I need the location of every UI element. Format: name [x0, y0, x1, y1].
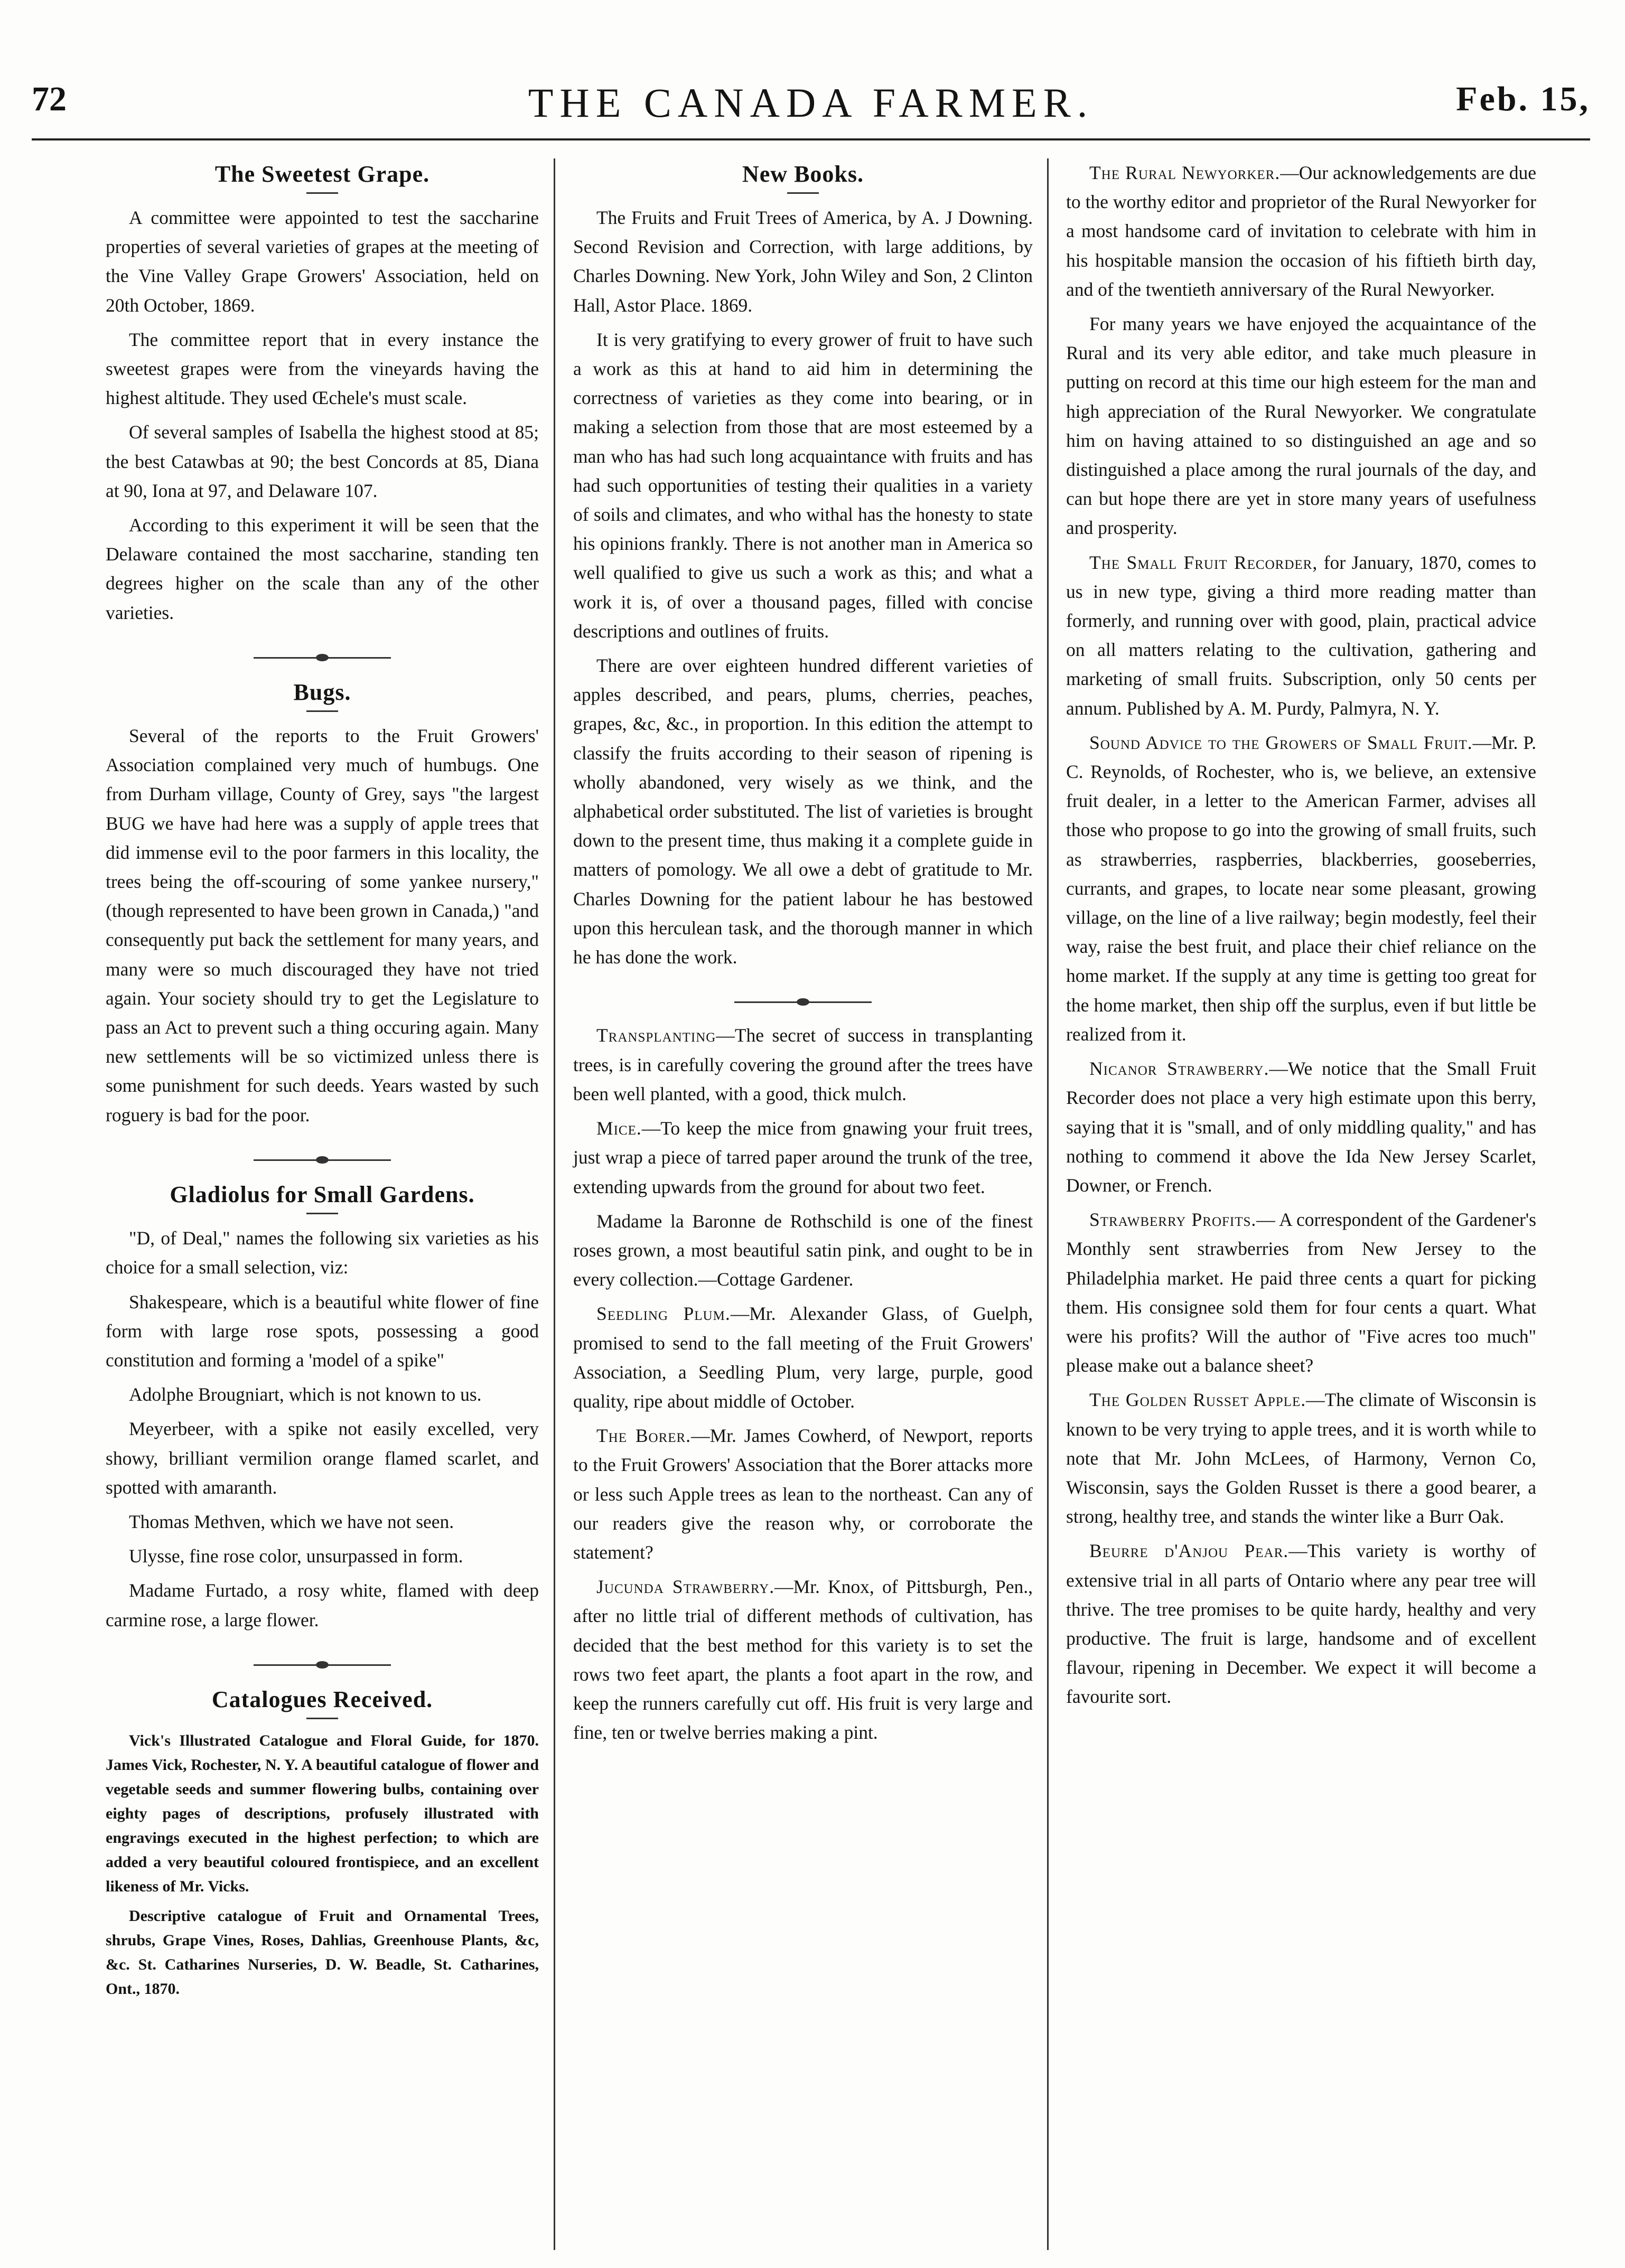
masthead: THE CANADA FARMER. — [528, 80, 1094, 126]
paragraph: "D, of Deal," names the following six varieties as his choice for a small selection, viz: — [106, 1227, 539, 1278]
paragraph-text: —This variety is worthy of extensive trial in all parts of Ontario where any pear tree will thrive. The tree promises to be quite hardy, healthy and very productive. The fruit is large, handsome and of excellent flavour, ripening in December. We expect it will become a favourite sort. — [1066, 1540, 1536, 1708]
paragraph — [573, 1114, 1033, 1202]
paragraph: There are over eighteen hundred different varieties of apples described, and pears, plums, cherries, peaches, grapes, &c, &c., in proportion. In this edition the attempt to classify the fruits according to their season of ripening is wholly abandoned, very wisely as we think, and the alphabetical order substituted. The list of varieties is brought down to the present time, thus making it a complete guide in matters of pomology. We all owe a debt of gratitude to Mr. Charles Downing for the patient labour he has bestowed upon this herculean task, and the thorough manner in which he has done the work. — [573, 655, 1033, 968]
paragraph: Ulysse, fine rose color, unsurpassed in form. — [129, 1545, 463, 1567]
paragraph: Madame Furtado, a rosy white, flamed with deep carmine rose, a large flower. — [106, 1580, 539, 1630]
paragraph: For many years we have enjoyed the acquaintance of the Rural and its very able editor, and take much pleasure in putting on record at this time our high esteem for the man and high appreciation of the Rural Newyorker. We congratulate him on having attained to so distinguished an age and so distinguished a place among the rural journals of the day, and can but hope there are yet in store many years of usefulness and prosperity. — [1066, 313, 1536, 539]
title-rule — [306, 710, 338, 712]
ornament-divider — [106, 638, 539, 667]
paragraph: Several of the reports to the Fruit Growers' Association complained very much of humbugs. One from Durham village, County of Grey, says "the largest BUG we have had here was a supply of apple trees that did immense evil to the poor farmers in this locality, the trees being the off-scouring of some yankee nursery," (though represented to have been grown in Canada,) "and consequently put back the settlement for many years, and many were so much discouraged they have not tried again. Your society should try to get the Legislature to pass an Act to prevent such a thing occuring again. Many new settlements will be so victimized unless there is some punishment for such deeds. Years wasted by such roguery is bad for the poor. — [106, 725, 539, 1126]
run-in-head: Jucunda Strawberry. — [596, 1576, 775, 1598]
paragraph: The Fruits and Fruit Trees of America, by A. J Downing. Second Revision and Correction, with large additions, by Charles Downing. New York, John Wiley and Son, 2 Clinton Hall, Astor Place. 1869. — [573, 207, 1033, 316]
title-rule — [306, 1718, 338, 1719]
run-in-head: Strawberry Profits. — [1089, 1209, 1257, 1231]
paragraph: Thomas Methven, which we have not seen. — [129, 1511, 454, 1532]
column-divider — [554, 158, 555, 2250]
paragraph — [573, 1021, 1033, 1109]
title-rule — [306, 1213, 338, 1214]
issue-date: Feb. 15, — [1456, 80, 1590, 118]
page-number: 72 — [32, 80, 67, 118]
paragraph — [573, 1572, 1033, 1747]
run-in-head: Sound Advice to the Growers of Small Fruit. — [1089, 732, 1473, 753]
paragraph — [1066, 1385, 1536, 1531]
column-divider — [1047, 158, 1049, 2250]
ornament-divider — [573, 982, 1033, 1011]
paragraph-text: —We notice that the Small Fruit Recorder does not place a very high estimate upon this berry, saying that it is "small, and of only middling quality," and has nothing to commend it above the Ida New Jersey Scarlet, Downer, or French. — [1066, 1058, 1536, 1196]
page-header — [32, 79, 1590, 137]
run-in-head: The Rural Newyorker. — [1089, 162, 1281, 183]
article-title: The Sweetest Grape. — [214, 161, 430, 187]
paragraph — [1066, 158, 1536, 304]
paragraph-text: —Mr. P. C. Reynolds, of Rochester, who is, we believe, an extensive fruit dealer, in a letter to the American Farmer, advises all those who propose to go into the growing of small fruits, such as strawberries, raspberries, blackberries, gooseberries, currants, and grapes, to locate near some pleasant, growing village, on the line of a live railway; begin modestly, feel their way, raise the best fruit, and place their chief reliance on the home market. If the supply at any time is getting too great for the home market, then ship off the surplus, even if but little be realized from it. — [1066, 732, 1536, 1045]
paragraph-text: —Mr. James Cowherd, of Newport, reports to the Fruit Growers' Association that the Borer attacks more or less such Apple trees as lean to the northeast. Can any of our readers give the reason why, or corroborate the statement? — [573, 1425, 1033, 1563]
paragraph-text: for January, 1870, comes to us in new type, giving a third more reading matter than formerly, and running over with good, plain, practical advice on all matters relating to the cultivation, gathering and marketing of small fruits. Subscription, only 50 cents per annum. Published by A. M. Purdy, Palmyra, N. Y. — [1066, 551, 1536, 719]
paragraph: Of several samples of Isabella the highest stood at 85; the best Catawbas at 90; the best Concords at 85, Diana at 90, Iona at 97, and Delaware 107. — [106, 421, 539, 501]
run-in-head: Nicanor Strawberry. — [1089, 1058, 1269, 1080]
run-in-head: Mice. — [596, 1118, 642, 1139]
paragraph-text: — A correspondent of the Gardener's Monthly sent strawberries from New Jersey to the Philadelphia market. He paid three cents a quart for picking them. His consignee sold them for four cents a quart. What were his profits? Will the author of "Five acres too much" please make out a balance sheet? — [1066, 1209, 1536, 1376]
paragraph — [1066, 1536, 1536, 1711]
run-in-head: Beurre d'Anjou Pear. — [1089, 1540, 1289, 1562]
paragraph: The committee report that in every instance the sweetest grapes were from the vineyards having the highest altitude. They used Œchele's must scale. — [106, 329, 539, 409]
paragraph: Meyerbeer, with a spike not easily excelled, very showy, brilliant vermilion orange flamed scarlet, and spotted with amaranth. — [106, 1418, 539, 1498]
paragraph: Shakespeare, which is a beautiful white flower of fine form with large rose spots, possessing a good constitution and forming a 'model of a spike" — [106, 1291, 539, 1371]
paragraph-text: —The secret of success in transplanting trees, is in carefully covering the ground after the trees have been well planted, with a good, thick mulch. — [573, 1025, 1033, 1104]
paragraph-text: —To keep the mice from gnawing your fruit trees, just wrap a piece of tarred paper around the trunk of the tree, extending upwards from the ground for about two feet. — [573, 1118, 1033, 1197]
paragraph: A committee were appointed to test the saccharine properties of several varieties of grapes at the meeting of the Vine Valley Grape Growers' Association, held on 20th October, 1869. — [106, 207, 539, 316]
paragraph: According to this experiment it will be seen that the Delaware contained the most saccharine, standing ten degrees higher on the scale than any of the other varieties. — [106, 514, 539, 623]
title-rule — [787, 192, 819, 194]
run-in-head: The Small Fruit Recorder, — [1089, 551, 1318, 573]
article-title: New Books. — [742, 161, 864, 187]
column-2 — [573, 158, 1033, 1752]
paragraph — [1066, 1205, 1536, 1380]
paragraph-text: —Our acknowledgements are due to the worthy editor and proprietor of the Rural Newyorker for a most handsome card of invitation to celebrate with him in his hospitable mansion the occasion of his fiftieth birth day, and of the twentieth anniversary of the Rural Newyorker. — [1066, 162, 1537, 300]
paragraph-text: —Mr. Alexander Glass, of Guelph, promised to send to the fall meeting of the Fruit Growers' Association, a Seedling Plum, very large, purple, good quality, ripe about middle of October. — [573, 1303, 1033, 1412]
ornament-divider — [106, 1645, 539, 1674]
paragraph-text: —The climate of Wisconsin is known to be very trying to apple trees, and it is worth while to note that Mr. John McLees, of Harmony, Vernon Co, Wisconsin, says the Golden Russet is there a good bearer, a strong, healthy tree, and stands the winter like a Burr Oak. — [1066, 1389, 1536, 1527]
column-3 — [1066, 158, 1536, 1717]
paragraph: It is very gratifying to every grower of fruit to have such a work as this at hand to aid him in determining the correctness of varieties as they come into bearing, or in making a selection from those that are most esteemed by a man who has had such long acquaintance with fruits and has had such opportunities of testing their qualities in a variety of soils and climates, and who withal has the honesty to state his opinions frankly. There is not another man in America so well qualified to give us such a work as this; and what a work it is, of over a thousand pages, filled with concise descriptions and outlines of fruits. — [573, 329, 1033, 642]
column-1 — [106, 158, 539, 2007]
paragraph: Vick's Illustrated Catalogue and Floral Guide, for 1870. James Vick, Rochester, N. Y. A beautiful catalogue of flower and vegetable seeds and summer flowering bulbs, containing over eighty pages of descriptions, profusely illustrated with engravings executed in the highest perfection; to which are added a very beautiful coloured frontispiece, and an excellent likeness of Mr. Vicks. — [106, 1731, 539, 1895]
paragraph: Madame la Baronne de Rothschild is one of the finest roses grown, a most beautiful satin pink, and ought to be in every collection.—Cottage Gardener. — [573, 1210, 1033, 1290]
paragraph — [1066, 548, 1536, 723]
paragraph — [1066, 1054, 1536, 1200]
paragraph-text: —Mr. Knox, of Pittsburgh, Pen., after no little trial of different methods of cultivation, has decided that the best method for this variety is to set the rows two feet apart, the plants a foot apart in the row, and keep the runners carefully cut off. His fruit is very large and fine, ten or twelve berries making a pint. — [573, 1576, 1033, 1744]
paragraph: Descriptive catalogue of Fruit and Ornamental Trees, shrubs, Grape Vines, Roses, Dahlias, Greenhouse Plants, &c, &c. St. Catharines Nurseries, D. W. Beadle, St. Catharines, Ont., 1870. — [106, 1907, 539, 1998]
paragraph — [573, 1299, 1033, 1416]
run-in-head: Transplanting — [596, 1025, 716, 1046]
paragraph — [573, 1421, 1033, 1567]
article-title: Gladiolus for Small Gardens. — [170, 1182, 475, 1208]
run-in-head: The Golden Russet Apple. — [1089, 1389, 1306, 1411]
paragraph: Adolphe Brougniart, which is not known to us. — [129, 1384, 482, 1405]
header-rule — [32, 138, 1590, 140]
run-in-head: The Borer. — [596, 1425, 692, 1447]
paragraph — [1066, 728, 1536, 1049]
article-title: Catalogues Received. — [211, 1686, 433, 1712]
article-title: Bugs. — [293, 679, 351, 706]
title-rule — [306, 192, 338, 194]
run-in-head: Seedling Plum. — [596, 1303, 731, 1325]
ornament-divider — [106, 1140, 539, 1169]
